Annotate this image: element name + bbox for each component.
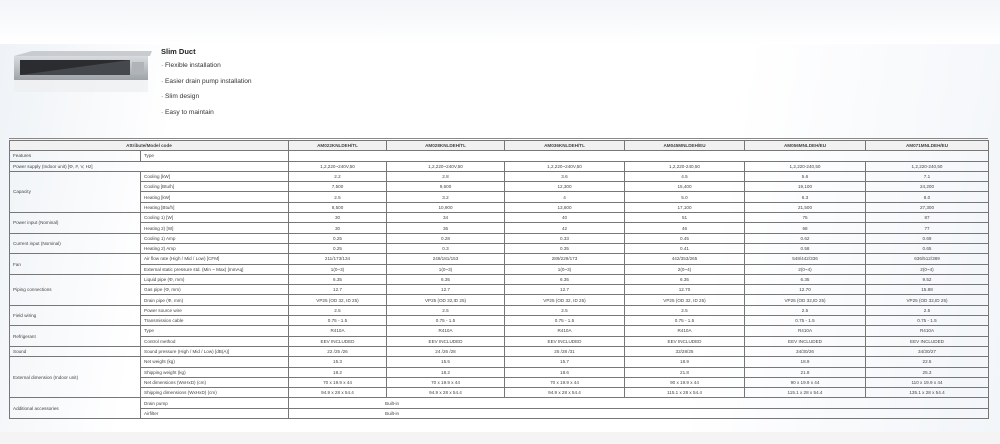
spec-value: 21.8: [745, 367, 866, 377]
table-row: [10, 377, 989, 387]
spec-table-body: [10, 151, 989, 419]
table-row: [10, 398, 989, 408]
spec-value: 289/229/173: [505, 254, 625, 264]
spec-value: 6.35: [745, 274, 866, 284]
table-row: [10, 336, 989, 346]
sub-attribute-label: Heating 2) Amp: [141, 243, 289, 253]
spec-value: 2.5: [505, 305, 625, 315]
spec-value: 1(0~3): [387, 264, 505, 274]
spec-value: 0.25: [289, 243, 387, 253]
spec-value: 1(0~3): [505, 264, 625, 274]
attribute-label: Piping connections: [10, 274, 141, 305]
spec-value: 1,2,220~240V,50: [289, 161, 387, 171]
spec-value: 110 x 19.9 x 44: [866, 377, 989, 387]
spec-value: 0.45: [625, 233, 745, 243]
sub-attribute-label: External static pressure std. (Min ~ Max) [mmAq]: [141, 264, 289, 274]
spec-value: 51: [625, 213, 745, 223]
table-row: [10, 388, 989, 398]
spec-value-merged: Built-in: [289, 408, 989, 418]
spec-value: 0.35: [505, 243, 625, 253]
spec-value: 8.0: [866, 192, 989, 202]
spec-value: 32/28/25: [625, 346, 745, 356]
spec-value: 77: [866, 223, 989, 233]
sub-attribute-label: Cooling 1) Amp: [141, 233, 289, 243]
spec-value: 135.1 x 28 x 54.4: [866, 388, 989, 398]
spec-value: 22.5: [866, 357, 989, 367]
slim-duct-product-image: [12, 48, 152, 98]
spec-value: 9.52: [866, 274, 989, 284]
table-row: [10, 182, 989, 192]
table-row: [10, 254, 989, 264]
sub-attribute-label: Air flow rate (High / Mid / Low) [CFM]: [141, 254, 289, 264]
spec-value: 17,100: [625, 202, 745, 212]
spec-value: 15.5: [387, 357, 505, 367]
table-row: [10, 367, 989, 377]
sub-attribute-label: Power source wire: [141, 305, 289, 315]
spec-value: 70 x 19.9 x 44: [387, 377, 505, 387]
spec-value: 12.7: [289, 285, 387, 295]
sub-attribute-label: Gas pipe (Φ, mm): [141, 285, 289, 295]
footer-band: [0, 432, 1000, 444]
spec-value: 0.25: [289, 233, 387, 243]
spec-value: 9,600: [387, 182, 505, 192]
spec-value: EEV INCLUDED: [387, 336, 505, 346]
model-header: AM045MNLDEH/EU: [625, 141, 745, 151]
attribute-label: Features: [10, 151, 141, 161]
spec-value: 34: [387, 213, 505, 223]
table-header-row: [10, 141, 989, 151]
spec-value: EEV INCLUDED: [866, 336, 989, 346]
table-row: [10, 346, 989, 356]
spec-value: 1,2,220-240,50: [625, 161, 745, 171]
spec-value: EEV INCLUDED: [745, 336, 866, 346]
sub-attribute-label: Drain pipe (Φ, mm): [141, 295, 289, 305]
spec-value: 94.9 x 28 x 54.4: [387, 388, 505, 398]
spec-value: 0.75 - 1.5: [866, 316, 989, 326]
spec-value: VP25 (OD 32,ID 25): [866, 295, 989, 305]
sub-attribute-label: Type: [141, 151, 289, 161]
sub-attribute-label: Heating [kW]: [141, 192, 289, 202]
spec-value: 2.2: [289, 171, 387, 181]
spec-value: 7.1: [866, 171, 989, 181]
spec-value: 68: [745, 223, 866, 233]
table-row: [10, 192, 989, 202]
spec-value: 15.88: [866, 285, 989, 295]
spec-value: 115.1 x 28 x 54.4: [745, 388, 866, 398]
spec-value: 2(0~4): [866, 264, 989, 274]
attribute-label: Capacity: [10, 171, 141, 212]
spec-value: 18.9: [745, 357, 866, 367]
spec-value: 13,600: [505, 202, 625, 212]
spec-value: 25.3: [866, 367, 989, 377]
spec-value: 1,2,220-240,50: [866, 161, 989, 171]
sub-attribute-label: Net weight (kg): [141, 357, 289, 367]
spec-value: 90 x 19.9 x 44: [745, 377, 866, 387]
attribute-label: Field wiring: [10, 305, 141, 326]
spec-value: 0.33: [505, 233, 625, 243]
spec-value: 3.6: [505, 171, 625, 181]
sub-attribute-label: Heating 2) [W]: [141, 223, 289, 233]
sub-attribute-label: Cooling [Btu/h]: [141, 182, 289, 192]
spec-value: 94.9 x 28 x 54.4: [289, 388, 387, 398]
spec-value: 1,2,220~240V,50: [505, 161, 625, 171]
spec-value: 0.41: [625, 243, 745, 253]
spec-value: 6.35: [625, 274, 745, 284]
spec-value: 2.8: [387, 171, 505, 181]
spec-value: 0.69: [866, 233, 989, 243]
spec-value: 6.35: [387, 274, 505, 284]
spec-value: 15.7: [505, 357, 625, 367]
spec-value: 0.3: [387, 243, 505, 253]
spec-value: 40: [505, 213, 625, 223]
spec-value: 12.7: [505, 285, 625, 295]
spec-value: 0.75 - 1.5: [289, 316, 387, 326]
spec-value: 90 x 19.9 x 44: [625, 377, 745, 387]
table-row: [10, 151, 989, 161]
attribute-label: Fan: [10, 254, 141, 275]
spec-value: 0.58: [745, 243, 866, 253]
attribute-label: Refrigerant: [10, 326, 141, 347]
sub-attribute-label: Transmission cable: [141, 316, 289, 326]
spec-value: 7,500: [289, 182, 387, 192]
table-row: [10, 243, 989, 253]
spec-value: VP25 (OD 32, ID 25): [505, 295, 625, 305]
table-row: [10, 408, 989, 418]
sub-attribute-label: Net dimensions (WxHxD) (cm): [141, 377, 289, 387]
spec-value: 12,300: [505, 182, 625, 192]
attribute-header: Attribute/Model code: [10, 141, 289, 151]
divider: [9, 138, 988, 139]
spec-value: 2(0~4): [745, 264, 866, 274]
spec-value: 19,100: [745, 182, 866, 192]
table-row: [10, 295, 989, 305]
spec-value: 15.3: [289, 357, 387, 367]
spec-value: R410A: [387, 326, 505, 336]
spec-value: 30: [289, 223, 387, 233]
spec-value: 12.70: [625, 285, 745, 295]
sub-attribute-label: Sound pressure (High / Mid / Low) [dB(A)]: [141, 346, 289, 356]
spec-value: 6.35: [505, 274, 625, 284]
spec-value: VP25 (OD 32, ID 25): [625, 295, 745, 305]
sub-attribute-label: Heating [Btu/h]: [141, 202, 289, 212]
spec-value: 21,500: [745, 202, 866, 212]
spec-value: 27,300: [866, 202, 989, 212]
model-header: AM022KNLDEH/TL: [289, 141, 387, 151]
spec-value: 3.2: [387, 192, 505, 202]
model-header: AM028KNLDEH/TL: [387, 141, 505, 151]
spec-value: 18.2: [387, 367, 505, 377]
spec-value: 248/181/153: [387, 254, 505, 264]
sub-attribute-label: Type: [141, 326, 289, 336]
spec-value: 34/30/26: [745, 346, 866, 356]
spec-value: 15,400: [625, 182, 745, 192]
spec-table: [9, 140, 989, 419]
product-title: Slim Duct: [161, 47, 196, 56]
spec-value: 24 /26 /28: [387, 346, 505, 356]
spec-value: 21.8: [625, 367, 745, 377]
attribute-label: Power supply (Indoor unit) [Φ, #, V, Hz]: [10, 161, 289, 171]
spec-value: 2.5: [745, 305, 866, 315]
spec-value: 2.5: [866, 305, 989, 315]
spec-value: EEV INCLUDED: [289, 336, 387, 346]
spec-value: 4: [505, 192, 625, 202]
spec-value: 6.35: [289, 274, 387, 284]
spec-value: 1,2,220-240,50: [745, 161, 866, 171]
sub-attribute-label: Shipping weight (kg): [141, 367, 289, 377]
model-header: AM036KNLDEH/TL: [505, 141, 625, 151]
table-row: [10, 285, 989, 295]
spec-value: 0.75 - 1.5: [625, 316, 745, 326]
feature-item: · Easier drain pump installation: [161, 77, 252, 85]
spec-value: R410A: [625, 326, 745, 336]
spec-value: R410A: [505, 326, 625, 336]
table-row: [10, 171, 989, 181]
spec-value: 18.9: [625, 357, 745, 367]
spec-value: 2.5: [289, 305, 387, 315]
spec-value: 34/30/27: [866, 346, 989, 356]
spec-value: 8,500: [289, 202, 387, 212]
header-background: [0, 0, 1000, 44]
spec-value: 18.2: [289, 367, 387, 377]
spec-value: 0.75 - 1.5: [745, 316, 866, 326]
spec-value: 70 x 19.9 x 44: [289, 377, 387, 387]
spec-value: R410A: [289, 326, 387, 336]
spec-value: 442/353/265: [625, 254, 745, 264]
model-header: AM071MNLDEH/EU: [866, 141, 989, 151]
spec-value: 0.65: [866, 243, 989, 253]
spec-value: 2.5: [289, 192, 387, 202]
spec-value: 94.9 x 28 x 54.4: [505, 388, 625, 398]
spec-value: 1(0~3): [289, 264, 387, 274]
sub-attribute-label: Liquid pipe (Φ, mm): [141, 274, 289, 284]
spec-value: 0.62: [745, 233, 866, 243]
spec-value: 12.70: [745, 285, 866, 295]
table-row: [10, 357, 989, 367]
spec-value: 636/512/389: [866, 254, 989, 264]
spec-value: 2.5: [387, 305, 505, 315]
spec-value: 12.7: [387, 285, 505, 295]
sub-attribute-label: Cooling 1) [W]: [141, 213, 289, 223]
spec-value: 42: [505, 223, 625, 233]
sub-attribute-label: Cooling [kW]: [141, 171, 289, 181]
spec-value: 0.75 - 1.5: [505, 316, 625, 326]
spec-value: 22 /25 /26: [289, 346, 387, 356]
attribute-label: Current input (Nominal): [10, 233, 141, 254]
spec-value: VP25 (OD 32,ID 25): [745, 295, 866, 305]
sub-attribute-label: Control method: [141, 336, 289, 346]
attribute-label: Power input (Nominal): [10, 213, 141, 234]
table-row: [10, 202, 989, 212]
sub-attribute-label: Drain pump: [141, 398, 289, 408]
table-row: [10, 274, 989, 284]
spec-value: R410A: [745, 326, 866, 336]
spec-value: 30: [289, 213, 387, 223]
spec-value: 548/442/336: [745, 254, 866, 264]
table-row: [10, 223, 989, 233]
sub-attribute-label: Shipping dimensions (WxHxD) (cm): [141, 388, 289, 398]
spec-value: 115.1 x 28 x 54.4: [625, 388, 745, 398]
table-row: [10, 161, 989, 171]
table-row: [10, 316, 989, 326]
spec-value: 75: [745, 213, 866, 223]
table-row: [10, 305, 989, 315]
spec-value: 46: [625, 223, 745, 233]
spec-value: 0.28: [387, 233, 505, 243]
spec-value: EEV INCLUDED: [505, 336, 625, 346]
spec-value: 5.6: [745, 171, 866, 181]
table-row: [10, 213, 989, 223]
spec-value: EEV INCLUDED: [625, 336, 745, 346]
spec-value: 24,200: [866, 182, 989, 192]
spec-value-merged: [289, 151, 989, 161]
attribute-label: Additional accessories: [10, 398, 141, 419]
spec-value: 1,2,220~240V,50: [387, 161, 505, 171]
spec-value: 70 x 19.9 x 44: [505, 377, 625, 387]
spec-value: R410A: [866, 326, 989, 336]
model-header: AM056MNLDEH/EU: [745, 141, 866, 151]
spec-value: 5.0: [625, 192, 745, 202]
table-row: [10, 264, 989, 274]
feature-item: · Slim design: [161, 93, 200, 101]
spec-value: 10,900: [387, 202, 505, 212]
spec-value: 4.5: [625, 171, 745, 181]
sub-attribute-label: Airfilter: [141, 408, 289, 418]
spec-value: VP25 (OD 32, ID 25): [289, 295, 387, 305]
spec-value: 0.75 - 1.5: [387, 316, 505, 326]
spec-value: 87: [866, 213, 989, 223]
spec-value-merged: Built-in: [289, 398, 989, 408]
spec-value: 2(0~4): [625, 264, 745, 274]
spec-value: 25 /28 /31: [505, 346, 625, 356]
spec-value: 18.6: [505, 367, 625, 377]
feature-item: · Flexible installation: [161, 62, 221, 69]
attribute-label: External dimension (Indoor unit): [10, 357, 141, 398]
attribute-label: Sound: [10, 346, 141, 356]
spec-value: 6.3: [745, 192, 866, 202]
feature-item: · Easy to maintain: [161, 108, 214, 116]
table-row: [10, 233, 989, 243]
product-intro: [161, 47, 252, 124]
table-row: [10, 326, 989, 336]
spec-value: 36: [387, 223, 505, 233]
spec-value: 211/173/134: [289, 254, 387, 264]
feature-list: [161, 62, 252, 116]
spec-value: 2.5: [625, 305, 745, 315]
spec-value: VP25 (OD 32,ID 25): [387, 295, 505, 305]
